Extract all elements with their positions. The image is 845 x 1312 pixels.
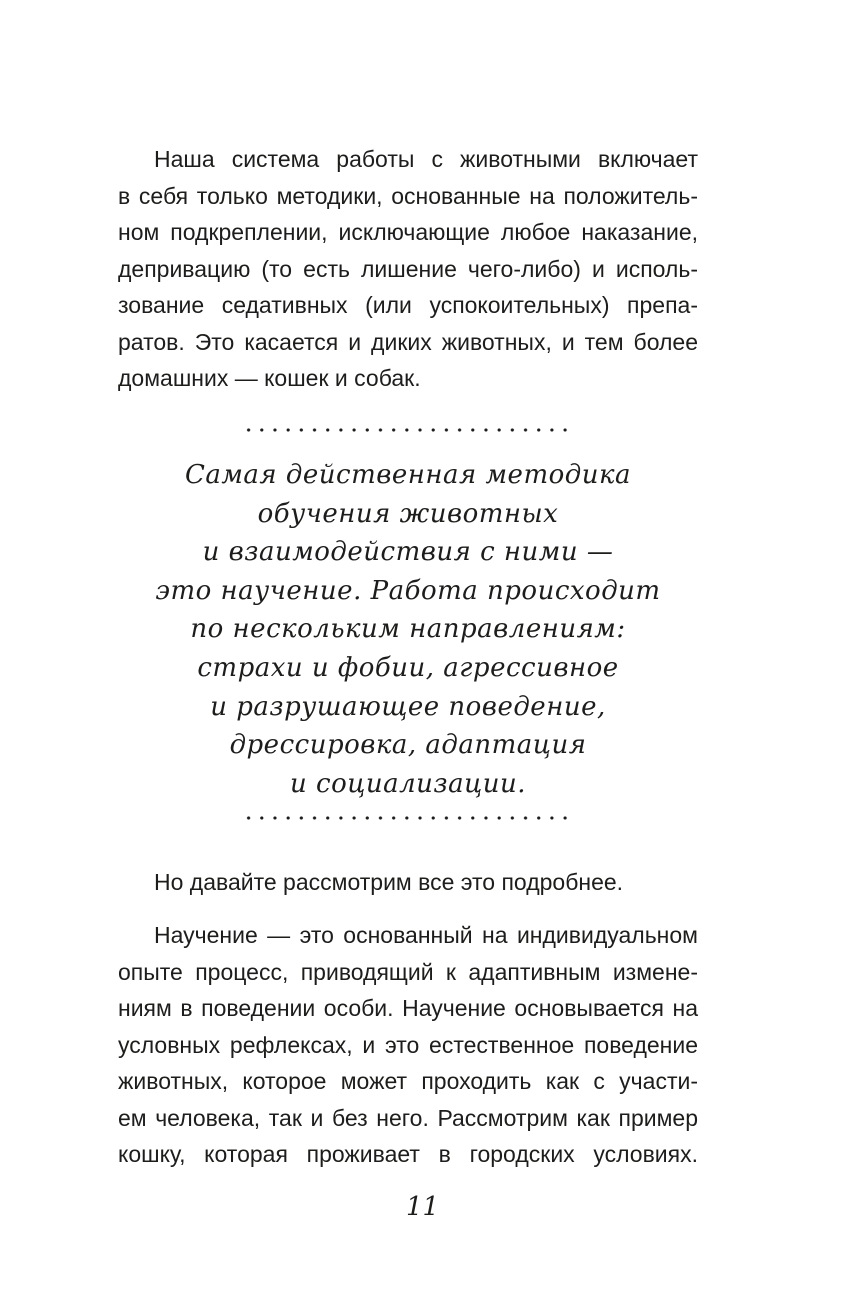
text-line: условных рефлексах, и это естественное поведение <box>118 1031 698 1058</box>
text-line: ниям в поведении особи. Научение основывается на <box>118 995 698 1021</box>
text-line: кошку, которая проживает в городских условиях. <box>118 1141 698 1167</box>
page-number: 11 <box>405 1192 440 1222</box>
text-line: Но давайте рассмотрим все это подробнее. <box>154 869 624 895</box>
quote-line: и разрушающее поведение, <box>210 691 606 722</box>
text-line: животных, которое может проходить как с участи- <box>118 1068 698 1094</box>
dotted-divider-bottom <box>242 814 572 822</box>
text-line: зование седативных (или успокоительных) препа- <box>118 292 698 318</box>
text-line: Научение — это основанный на индивидуальном <box>154 922 698 948</box>
quote-line: Самая действенная методика <box>184 460 631 490</box>
dotted-divider-top <box>242 426 572 434</box>
quote-line: обучения животных <box>257 498 559 529</box>
quote-line: страхи и фобии, агрессивное <box>197 652 619 683</box>
text-line: ном подкреплении, исключающие любое наказание, <box>118 219 698 245</box>
highlighted-quote <box>118 456 698 803</box>
text-line: депривацию (то есть лишение чего-либо) и исполь- <box>118 255 698 282</box>
transition-paragraph <box>118 864 698 901</box>
text-line: Наша система работы с животными включает <box>154 146 698 172</box>
text-line: домашних — кошек и собак. <box>118 365 421 391</box>
text-line: опыте процесс, приводящий к адаптивным измене- <box>118 958 698 985</box>
text-line: в себя только методики, основанные на положитель- <box>118 182 698 209</box>
quote-line: это научение. Работа происходит <box>155 575 661 606</box>
intro-paragraph <box>118 141 698 397</box>
quote-line: и взаимодействия с ними — <box>202 537 614 568</box>
text-line: ратов. Это касается и диких животных, и тем более <box>118 328 698 355</box>
text-line: ем человека, так и без него. Рассмотрим как пример <box>118 1104 698 1131</box>
learning-paragraph <box>118 917 698 1173</box>
quote-line: дрессировка, адаптация <box>229 730 587 761</box>
quote-line: по нескольким направлениям: <box>190 614 626 645</box>
quote-line: и социализации. <box>290 768 526 799</box>
